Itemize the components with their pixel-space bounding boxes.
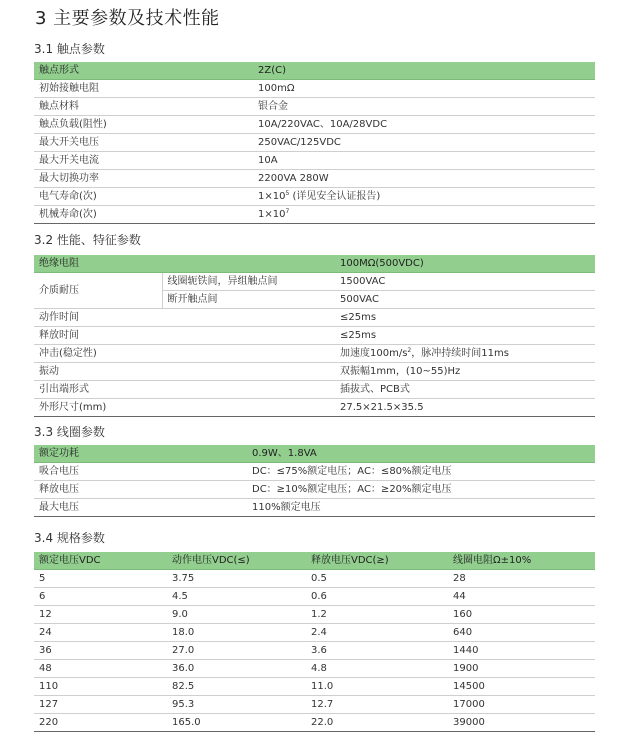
table-row xyxy=(34,624,595,642)
perf-label: 绝缘电阻 xyxy=(34,255,335,273)
table-row xyxy=(34,98,595,116)
perf-value: 27.5×21.5×35.5 xyxy=(335,399,595,417)
value-base: 1×10 xyxy=(258,190,286,202)
cell: 1440 xyxy=(448,642,595,660)
table-row xyxy=(34,660,595,678)
cell: 0.6 xyxy=(306,588,448,606)
contact-table xyxy=(34,62,595,224)
cell: 640 xyxy=(448,624,595,642)
perf-label: 外形尺寸(mm) xyxy=(34,399,335,417)
cell: 110 xyxy=(34,678,167,696)
table-row xyxy=(34,170,595,188)
table-row xyxy=(34,499,595,517)
cell: 48 xyxy=(34,660,167,678)
perf-sublabel: 断开触点间 xyxy=(162,291,335,309)
cell: 2.4 xyxy=(306,624,448,642)
cell: 160 xyxy=(448,606,595,624)
value-note: ，脉冲持续时间11ms xyxy=(411,347,509,359)
cell: 4.5 xyxy=(167,588,306,606)
perf-sublabel: 线圈轭铁间，异组触点间 xyxy=(162,273,335,291)
contact-label: 触点材料 xyxy=(34,98,253,116)
table-row xyxy=(34,696,595,714)
contact-value: 银合金 xyxy=(253,98,595,116)
coil-value: DC：≤75%额定电压；AC：≤80%额定电压 xyxy=(247,463,595,481)
cell: 22.0 xyxy=(306,714,448,732)
perf-label: 冲击(稳定性) xyxy=(34,345,335,363)
contact-label: 最大切换功率 xyxy=(34,170,253,188)
perf-label: 振动 xyxy=(34,363,335,381)
table-row xyxy=(34,463,595,481)
perf-value: 500VAC xyxy=(335,291,595,309)
perf-label: 动作时间 xyxy=(34,309,335,327)
spec-table xyxy=(34,552,595,732)
value-exponent: 2 xyxy=(407,346,412,354)
perf-label: 释放时间 xyxy=(34,327,335,345)
column-header: 线圈电阻Ω±10% xyxy=(448,552,595,570)
table-row xyxy=(34,206,595,224)
table-row xyxy=(34,345,595,363)
contact-value: 100mΩ xyxy=(253,80,595,98)
cell: 39000 xyxy=(448,714,595,732)
table-row xyxy=(34,606,595,624)
cell: 18.0 xyxy=(167,624,306,642)
table-row xyxy=(34,399,595,417)
perf-value: 插拔式、PCB式 xyxy=(335,381,595,399)
cell: 44 xyxy=(448,588,595,606)
cell: 3.75 xyxy=(167,570,306,588)
table-row xyxy=(34,445,595,463)
value-exponent: 5 xyxy=(285,189,290,197)
coil-table xyxy=(34,445,595,517)
table-row xyxy=(34,570,595,588)
column-header: 释放电压VDC(≥) xyxy=(306,552,448,570)
table-row xyxy=(34,273,595,291)
contact-label: 初始接触电阻 xyxy=(34,80,253,98)
contact-value: 250VAC/125VDC xyxy=(253,134,595,152)
cell: 82.5 xyxy=(167,678,306,696)
table-row xyxy=(34,116,595,134)
coil-label: 最大电压 xyxy=(34,499,247,517)
perf-value: 100MΩ(500VDC) xyxy=(335,255,595,273)
cell: 0.5 xyxy=(306,570,448,588)
performance-table xyxy=(34,255,595,417)
contact-value: 10A xyxy=(253,152,595,170)
contact-value: 2Z(C) xyxy=(253,62,595,80)
cell: 1.2 xyxy=(306,606,448,624)
value-base: 加速度100m/s xyxy=(340,347,408,359)
contact-value: 2200VA 280W xyxy=(253,170,595,188)
section-performance-title: 3.2 性能、特征参数 xyxy=(34,233,141,247)
table-row xyxy=(34,62,595,80)
page-title: 3 主要参数及技术性能 xyxy=(35,8,220,29)
table-row xyxy=(34,642,595,660)
cell: 4.8 xyxy=(306,660,448,678)
perf-value xyxy=(335,345,595,363)
cell: 14500 xyxy=(448,678,595,696)
table-row xyxy=(34,327,595,345)
cell: 6 xyxy=(34,588,167,606)
cell: 3.6 xyxy=(306,642,448,660)
perf-label: 介质耐压 xyxy=(34,273,162,309)
table-header-row xyxy=(34,552,595,570)
coil-value: DC：≥10%额定电压；AC：≥20%额定电压 xyxy=(247,481,595,499)
table-row xyxy=(34,255,595,273)
column-header: 动作电压VDC(≤) xyxy=(167,552,306,570)
table-row xyxy=(34,363,595,381)
cell: 27.0 xyxy=(167,642,306,660)
cell: 12.7 xyxy=(306,696,448,714)
coil-label: 吸合电压 xyxy=(34,463,247,481)
contact-value xyxy=(253,188,595,206)
table-row xyxy=(34,188,595,206)
value-note: (详见安全认证报告) xyxy=(289,190,381,202)
perf-value: ≤25ms xyxy=(335,309,595,327)
contact-label: 触点形式 xyxy=(34,62,253,80)
cell: 165.0 xyxy=(167,714,306,732)
section-coil-title: 3.3 线圈参数 xyxy=(34,425,105,439)
cell: 95.3 xyxy=(167,696,306,714)
contact-label: 机械寿命(次) xyxy=(34,206,253,224)
section-spec-title: 3.4 规格参数 xyxy=(34,531,105,545)
cell: 127 xyxy=(34,696,167,714)
value-exponent: 7 xyxy=(285,207,290,215)
cell: 36 xyxy=(34,642,167,660)
contact-value xyxy=(253,206,595,224)
table-row xyxy=(34,381,595,399)
contact-label: 最大开关电压 xyxy=(34,134,253,152)
perf-value: ≤25ms xyxy=(335,327,595,345)
cell: 28 xyxy=(448,570,595,588)
table-row xyxy=(34,714,595,732)
cell: 1900 xyxy=(448,660,595,678)
coil-label: 释放电压 xyxy=(34,481,247,499)
cell: 220 xyxy=(34,714,167,732)
contact-label: 电气寿命(次) xyxy=(34,188,253,206)
perf-label: 引出端形式 xyxy=(34,381,335,399)
coil-label: 额定功耗 xyxy=(34,445,247,463)
cell: 9.0 xyxy=(167,606,306,624)
table-row xyxy=(34,588,595,606)
table-row xyxy=(34,134,595,152)
cell: 17000 xyxy=(448,696,595,714)
table-row xyxy=(34,481,595,499)
perf-value: 双振幅1mm，(10~55)Hz xyxy=(335,363,595,381)
perf-value: 1500VAC xyxy=(335,273,595,291)
table-row xyxy=(34,80,595,98)
coil-value: 110%额定电压 xyxy=(247,499,595,517)
cell: 5 xyxy=(34,570,167,588)
cell: 36.0 xyxy=(167,660,306,678)
contact-label: 触点负载(阻性) xyxy=(34,116,253,134)
section-contact-title: 3.1 触点参数 xyxy=(34,42,105,56)
table-row xyxy=(34,309,595,327)
table-row xyxy=(34,678,595,696)
cell: 24 xyxy=(34,624,167,642)
contact-value: 10A/220VAC、10A/28VDC xyxy=(253,116,595,134)
cell: 12 xyxy=(34,606,167,624)
coil-value: 0.9W、1.8VA xyxy=(247,445,595,463)
cell: 11.0 xyxy=(306,678,448,696)
column-header: 额定电压VDC xyxy=(34,552,167,570)
contact-label: 最大开关电流 xyxy=(34,152,253,170)
value-base: 1×10 xyxy=(258,208,286,220)
table-row xyxy=(34,152,595,170)
